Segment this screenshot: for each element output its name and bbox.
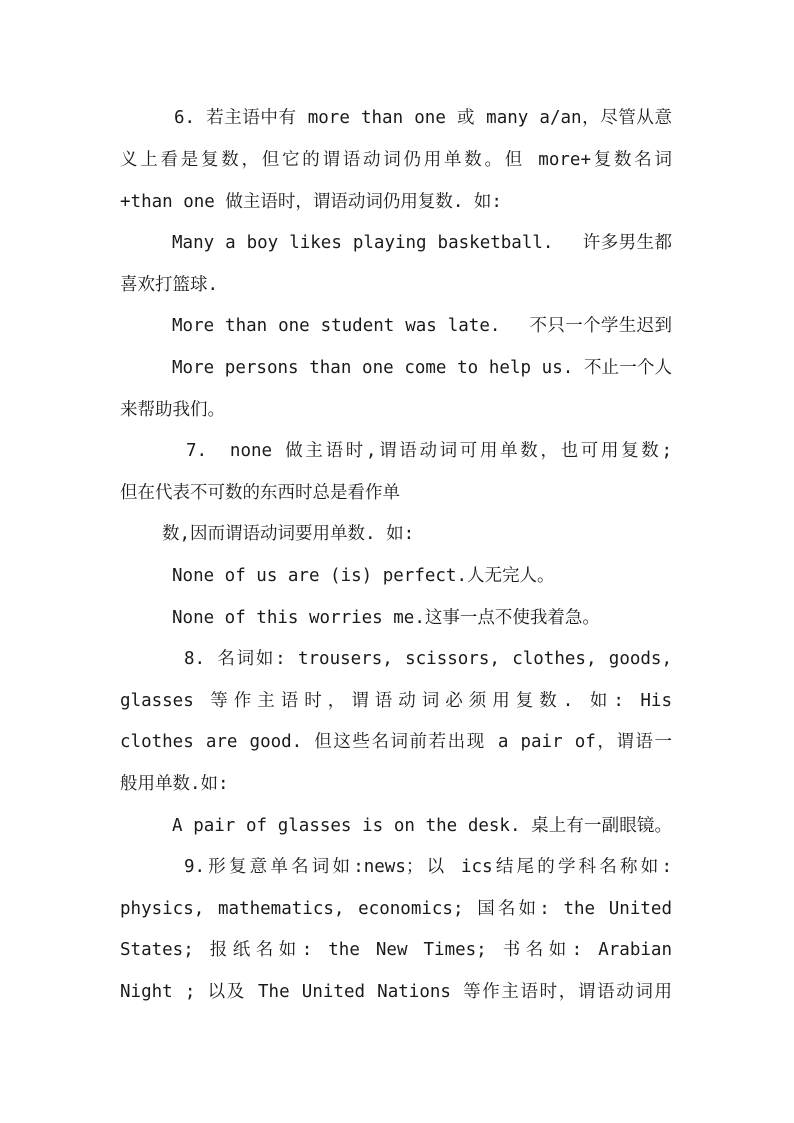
- text-line: physics, mathematics, economics; 国名如: the United: [120, 899, 672, 919]
- text-line: 8. 名词如: trousers, scissors, clothes, goods,: [184, 649, 672, 669]
- text-line: 来帮助我们。: [120, 400, 225, 420]
- text-line: None of this worries me.这事一点不使我着急。: [172, 608, 600, 628]
- text-line: glasses 等作主语时，谓语动词必须用复数. 如: His: [120, 691, 672, 711]
- text-line: More than one student was late. 不只一个学生迟到: [172, 316, 672, 336]
- text-line: clothes are good. 但这些名词前若出现 a pair of，谓语一: [120, 732, 672, 752]
- text-line: 9.形复意单名词如:news；以 ics结尾的学科名称如:: [184, 857, 672, 877]
- text-line: 7. none 做主语时,谓语动词可用单数，也可用复数;: [186, 441, 672, 461]
- text-line: States; 报纸名如: the New Times; 书名如: Arabian: [120, 940, 672, 960]
- text-line: 般用单数.如:: [120, 774, 229, 794]
- text-line: Night ; 以及 The United Nations 等作主语时，谓语动词用: [120, 982, 672, 1002]
- text-line: 喜欢打篮球.: [120, 275, 219, 295]
- text-line: A pair of glasses is on the desk. 桌上有一副眼镜。: [172, 816, 672, 836]
- text-line: 义上看是复数，但它的谓语动词仍用单数。但 more+复数名词: [120, 150, 672, 170]
- text-line: +than one 做主语时，谓语动词仍用复数. 如:: [120, 192, 502, 212]
- text-line: 6. 若主语中有 more than one 或 many a/an，尽管从意: [174, 108, 672, 128]
- text-line: More persons than one come to help us. 不止一个人: [172, 358, 672, 378]
- text-line: None of us are (is) perfect.人无完人。: [172, 566, 555, 586]
- text-line: 但在代表不可数的东西时总是看作单: [120, 483, 400, 503]
- text-line: 数,因而谓语动词要用单数. 如:: [162, 524, 415, 544]
- text-line: Many a boy likes playing basketball. 许多男生都: [172, 233, 672, 253]
